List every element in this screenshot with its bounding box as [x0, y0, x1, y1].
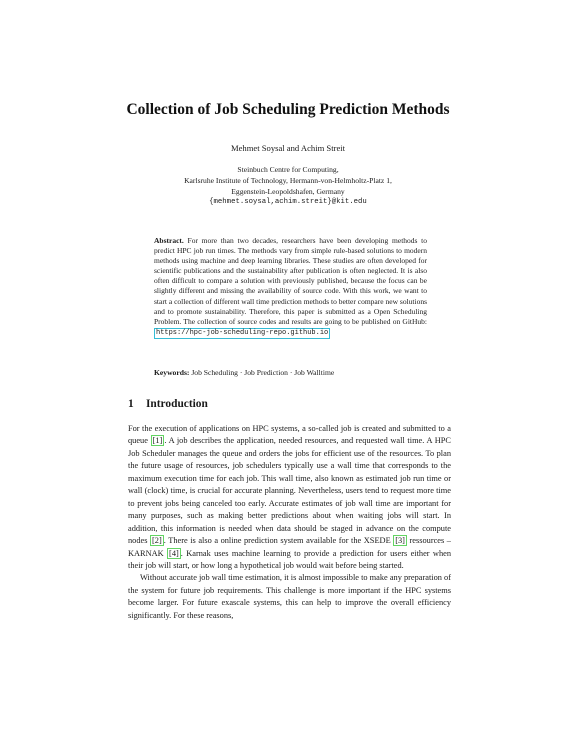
github-link[interactable]: https://hpc-job-scheduling-repo.github.io — [156, 328, 329, 337]
paragraph-text: ressources – KARNAK — [128, 536, 451, 558]
section-title: Introduction — [146, 398, 208, 410]
citation-link[interactable]: [2] — [152, 536, 162, 546]
abstract — [154, 236, 427, 339]
keywords-label: Keywords: — [154, 368, 190, 377]
paragraph-text: . There is also a online prediction system available for the XSEDE — [163, 536, 394, 546]
affiliation-line: Steinbuch Centre for Computing, — [237, 165, 339, 174]
section-heading — [128, 398, 208, 410]
paragraph: Without accurate job wall time estimation, it is almost impossible to make any preparation of the system for future job requirements. This challenge is more important if the HPC systems become larger. For future exascale systems, this can help to improve the overall efficiency significantly. For these reasons, — [128, 573, 451, 620]
affiliation-line: Karlsruhe Institute of Technology, Hermann-von-Helmholtz-Platz 1, — [184, 176, 392, 185]
paragraph-text: For the execution of applications on HPC systems, a so-called job is created and submitted to a queue — [128, 424, 451, 446]
section-number: 1 — [128, 398, 134, 410]
affiliation — [0, 164, 576, 208]
paragraph-text: . Karnak uses machine learning to provide a prediction for users either when their job will start, or how long a hypothetical job would wait before being started. — [128, 548, 452, 570]
citation-link[interactable]: [1] — [152, 436, 163, 446]
keywords-text: Job Scheduling · Job Prediction · Job Walltime — [191, 368, 335, 377]
abstract-label: Abstract. — [154, 236, 184, 245]
affiliation-line: Eggenstein-Leopoldshafen, Germany — [231, 187, 345, 196]
author-email: {mehmet.soysal,achim.streit}@kit.edu — [209, 198, 367, 206]
paragraph-text: . A job describes the application, needed resources, and requested wall time. A HPC Job Scheduler manages the queue and orders the jobs for efficient use of the resources. To plan the future usage of resources, job schedulers typically use a wall time that corresponds to the maximum execution time for each job. This wall time, also known as estimated job run time or wall (clock) time, is crucial for accurate planning. Nevertheless, users tend to request more time to prevent jobs being canceled too early. Accurate estimates of job wall time are important for many purposes, such as making better predictions about when waiting jobs will start. In addition, this information is needed when data should be staged in advance on the compute nodes — [128, 436, 451, 546]
paragraph — [128, 423, 451, 572]
abstract-text: For more than two decades, researchers have been developing methods to predict HPC job run times. The methods vary from simple rule-based solutions to modern methods using machine and deep learning libraries. These studies are often developed for scientific publications and the sustainability after publication is often neglected. It is also often difficult to compare a solution with previously published, because the focus can be slightly different and missing the availability of source code. With this work, we want to start a collection of different wall time prediction methods to better compare new solutions and to promote sustainability. Therefore, this paper is submitted as a Open Scheduling Problem. The collection of source codes and results are going to be published on GitHub: — [154, 236, 428, 326]
authors: Mehmet Soysal and Achim Streit — [230, 143, 346, 153]
keywords — [154, 368, 427, 377]
citation-link[interactable]: [4] — [169, 548, 179, 558]
section-body — [128, 423, 451, 622]
citation-link[interactable]: [3] — [395, 536, 405, 546]
paper-title: Collection of Job Scheduling Prediction Methods — [126, 101, 450, 118]
